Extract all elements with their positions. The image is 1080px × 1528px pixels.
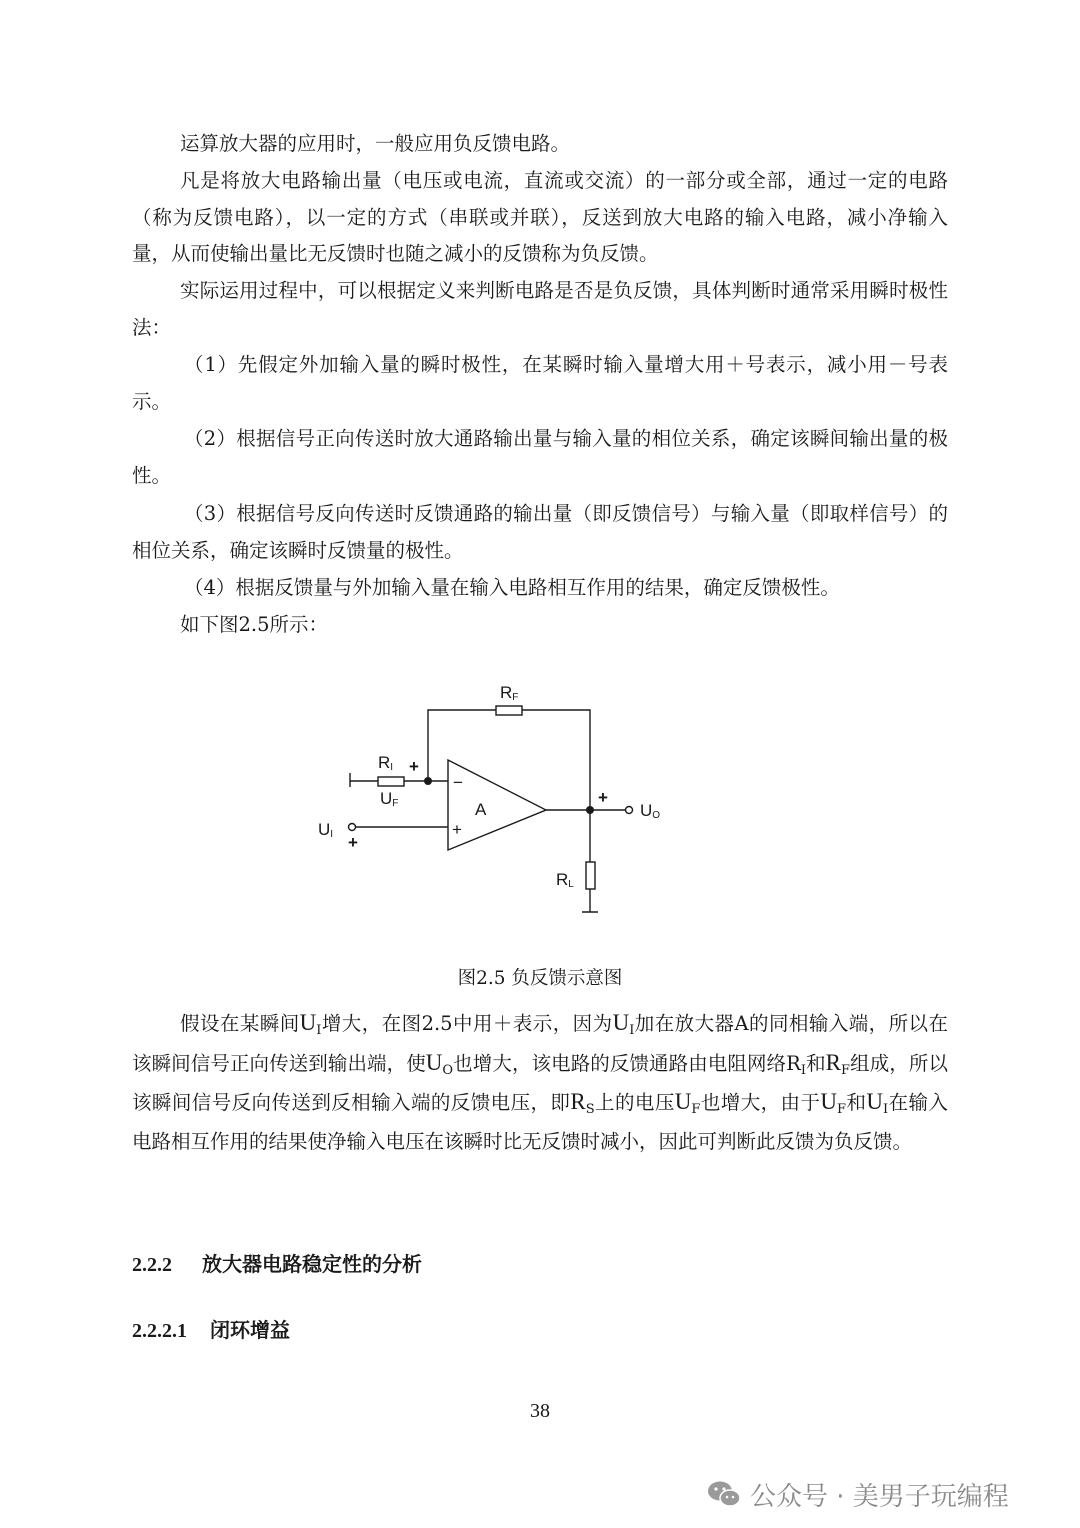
ri-label: RI [378,753,394,773]
watermark [706,1474,1009,1514]
node-dot-inverting [424,777,432,785]
section-heading-2-2-2-1: 2.2.2.1 闭环增益 [132,1318,290,1342]
ui-label: UI [318,820,334,840]
polarity-plus-output: + [598,788,608,807]
list-item-1: （1）先假定外加输入量的瞬时极性，在某瞬时输入量增大用＋号表示，减小用－号表示。 [132,353,948,413]
page-number: 38 [530,1400,550,1422]
uo-terminal [626,807,633,814]
resistor-rf [496,706,522,715]
list-item-4: （4）根据反馈量与外加输入量在输入电路相互作用的结果，确定反馈极性。 [184,576,840,599]
paragraph-method: 实际运用过程中，可以根据定义来判断电路是否是负反馈，具体判断时通常采用瞬时极性法： [132,279,948,339]
list-item-2: （2）根据信号正向传送时放大通路输出量与输入量的相位关系，确定该瞬间输出量的极性。 [132,427,948,487]
rf-label: RF [500,683,519,703]
amplifier-label: A [475,800,487,819]
node-dot-output [586,806,594,814]
paragraph-analysis: 假设在某瞬间$U_I$增大，在图2.5中用＋表示，因为$U_I$加在放大器A的同相输入端，所以在该瞬间信号正向传送到输出端，使$U_O$也增大，该电路的反馈通路由电阻网络$R_I$和$R_F$组成，所以该瞬间信号反向传送到反相输入端的反馈电压，即$R_S$上的电压$U_F$也增大，由于$U_F$和$U_I$在输入电路相互作用的结果使净输入电压在该瞬时比无反馈时减小，因此可判断此反馈为负反馈。 [132,1010,948,1153]
feedback-wire [428,710,590,810]
section-heading-2-2-2: 2.2.2 放大器电路稳定性的分析 [132,1252,422,1276]
list-item-3: （3）根据信号反向传送时反馈通路的输出量（即反馈信号）与输入量（即取样信号）的相位关系，确定该瞬时反馈量的极性。 [132,502,948,562]
minus-sign: − [453,773,463,792]
figure-caption: 图2.5 负反馈示意图 [457,968,623,989]
input-wire-ri [350,773,448,787]
paragraph-intro: 运算放大器的应用时，一般应用负反馈电路。 [180,132,571,155]
load-wire [582,810,598,912]
paragraph-figure-ref: 如下图2.5所示： [180,613,329,636]
ui-terminal [349,824,356,831]
paragraph-definition: 凡是将放大电路输出量（电压或电流，直流或交流）的一部分或全部，通过一定的电路（称为反馈电路），以一定的方式（串联或并联），反送到放大电路的输入电路，减小净输入量，从而使输出量比无反馈时也随之减小的反馈称为负反馈。 [132,169,948,265]
uf-label: UF [380,789,399,809]
polarity-plus-inverting: + [409,757,419,776]
negative-feedback-circuit-diagram [300,668,700,918]
resistor-ri [378,777,404,786]
plus-sign-input: + [452,820,462,839]
resistor-rl [586,862,595,889]
uo-label: UO [640,801,661,821]
wechat-icon [706,1479,742,1509]
rl-label: RL [556,870,574,890]
watermark-text: 公众号 · 美男子玩编程 [750,1481,1009,1512]
polarity-plus-ui: + [348,833,358,852]
